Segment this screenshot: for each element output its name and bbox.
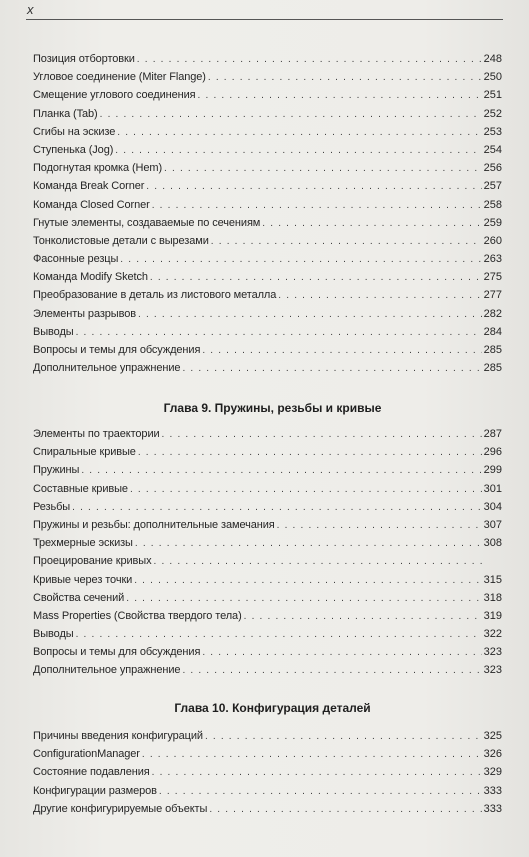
toc-entry-title: Смещение углового соединения — [33, 89, 196, 102]
dot-leader — [134, 572, 481, 590]
toc-entry-title: Выводы — [33, 325, 74, 338]
toc-entry — [33, 68, 502, 86]
dot-leader — [138, 306, 482, 324]
dot-leader — [152, 764, 482, 782]
dot-leader — [100, 106, 482, 124]
dot-leader — [205, 728, 482, 746]
dot-leader — [81, 462, 481, 480]
toc-entry-page: 285 — [483, 362, 502, 375]
toc-entry-title: Конфигурации размеров — [33, 784, 157, 797]
toc-entry — [33, 214, 502, 232]
toc-entry — [33, 123, 502, 141]
dot-leader — [182, 662, 481, 680]
toc-entry-title: Выводы — [33, 628, 74, 641]
toc-entry-page: 257 — [483, 180, 502, 193]
toc-entry — [33, 607, 502, 625]
toc-entry — [33, 341, 502, 359]
toc-entry-page: 307 — [483, 518, 502, 531]
dot-leader — [182, 360, 481, 378]
toc-entry-page: 259 — [483, 216, 502, 229]
dot-leader — [76, 626, 482, 644]
toc-entry-page: 308 — [483, 537, 502, 550]
toc-entry-page: 251 — [483, 89, 502, 102]
toc-entry-page: 275 — [483, 271, 502, 284]
toc-entry-page: 323 — [483, 664, 502, 677]
toc-entry — [33, 443, 502, 461]
toc-entry-title: Другие конфигурируемые объекты — [33, 802, 208, 815]
dot-leader — [244, 608, 482, 626]
toc-entry-title: Тонколистовые детали с вырезами — [33, 234, 209, 247]
toc-section-chapter-9 — [33, 425, 502, 680]
dot-leader — [137, 51, 482, 69]
dot-leader — [209, 801, 481, 819]
toc-section-continued — [33, 50, 502, 377]
toc-entry-title: Проецирование кривых — [33, 555, 152, 568]
dot-leader — [159, 783, 482, 801]
toc-entry-title: Вопросы и темы для обсуждения — [33, 646, 201, 659]
dot-leader — [150, 269, 482, 287]
toc-entry — [33, 589, 502, 607]
dot-leader — [142, 746, 482, 764]
toc-entry-page: 248 — [483, 53, 502, 65]
toc-entry-title: Пружины — [33, 464, 80, 477]
toc-entry — [33, 661, 502, 679]
toc-entry-title: Дополнительное упражнение — [33, 664, 181, 677]
toc-entry-title: Команда Break Corner — [33, 180, 145, 193]
toc-entry — [33, 534, 502, 552]
toc-entry-title: Кривые через точки — [33, 573, 133, 586]
toc-entry — [33, 86, 502, 104]
toc-entry-title: Mass Properties (Свойства твердого тела) — [33, 609, 242, 622]
toc-entry-page: 253 — [483, 125, 502, 138]
toc-entry-title: Позиция отбортовки — [33, 53, 135, 65]
toc-entry-title: Причины введения конфигураций — [33, 730, 203, 742]
toc-entry — [33, 305, 502, 323]
toc-entry — [33, 782, 502, 800]
toc-entry-page: 315 — [483, 573, 502, 586]
toc-entry-page: 260 — [483, 234, 502, 247]
toc-entry — [33, 480, 502, 498]
toc-entry-page: 258 — [483, 198, 502, 211]
toc-entry-page: 326 — [483, 748, 502, 761]
toc-entry-title: Резьбы — [33, 500, 71, 513]
toc-entry-title: Планка (Tab) — [33, 107, 98, 120]
toc-entry — [33, 50, 502, 68]
toc-entry — [33, 286, 502, 304]
toc-entry — [33, 763, 502, 781]
toc-entry — [33, 196, 502, 214]
toc-entry-page: 256 — [483, 162, 502, 175]
toc-entry-title: Спиральные кривые — [33, 446, 136, 459]
toc-entry-title: Фасонные резцы — [33, 253, 119, 266]
toc-entry-title: Дополнительное упражнение — [33, 362, 181, 375]
dot-leader — [138, 444, 482, 462]
toc-entry-page: 299 — [483, 464, 502, 477]
toc-entry-page: 322 — [483, 628, 502, 641]
dot-leader — [135, 535, 482, 553]
toc-entry — [33, 232, 502, 250]
toc-entry-page: 287 — [483, 428, 502, 440]
dot-leader — [115, 142, 481, 160]
toc-entry-page: 329 — [483, 766, 502, 779]
toc-entry-page: 252 — [483, 107, 502, 120]
toc-entry-page: 333 — [483, 802, 502, 815]
toc-entry — [33, 571, 502, 589]
toc-entry — [33, 141, 502, 159]
toc-entry — [33, 425, 502, 443]
dot-leader — [164, 160, 482, 178]
dot-leader — [211, 233, 482, 251]
dot-leader — [152, 197, 482, 215]
toc-entry — [33, 800, 502, 818]
dot-leader — [278, 287, 481, 305]
toc-entry-title: ConfigurationManager — [33, 748, 140, 761]
toc-entry-title: Команда Closed Corner — [33, 198, 150, 211]
dot-leader — [72, 499, 482, 517]
toc-entry — [33, 177, 502, 195]
toc-entry — [33, 105, 502, 123]
dot-leader — [76, 324, 482, 342]
toc-entry-title: Преобразование в деталь из листового металла — [33, 289, 277, 302]
toc-section-chapter-10 — [33, 727, 502, 818]
dot-leader — [120, 251, 481, 269]
toc-entry — [33, 498, 502, 516]
toc-entry-page: 304 — [483, 500, 502, 513]
dot-leader — [162, 426, 482, 444]
dot-leader — [130, 481, 482, 499]
toc-entry — [33, 625, 502, 643]
toc-entry — [33, 159, 502, 177]
toc-entry-title: Ступенька (Jog) — [33, 143, 114, 156]
toc-entry — [33, 250, 502, 268]
toc-entry-page: 250 — [483, 71, 502, 84]
toc-entry — [33, 745, 502, 763]
toc-entry-title: Угловое соединение (Miter Flange) — [33, 71, 206, 84]
toc-entry-title: Элементы по траектории — [33, 428, 160, 440]
toc-entry — [33, 461, 502, 479]
toc-entry-title: Вопросы и темы для обсуждения — [33, 344, 201, 356]
toc-entry-page: 325 — [483, 730, 502, 742]
dot-leader — [262, 215, 481, 233]
toc-entry-page: 333 — [483, 784, 502, 797]
toc-entry — [33, 268, 502, 286]
toc-entry-page: 301 — [483, 482, 502, 495]
toc-entry-page: 263 — [483, 253, 502, 266]
toc-entry-page: 277 — [483, 289, 502, 302]
toc-entry — [33, 552, 502, 570]
page-number-marker: x — [27, 2, 34, 17]
toc-entry — [33, 516, 502, 534]
dot-leader — [202, 342, 481, 360]
toc-entry-title: Состояние подавления — [33, 766, 150, 779]
toc-entry-title: Гнутые элементы, создаваемые по сечениям — [33, 216, 261, 229]
chapter-heading-10: Глава 10. Конфигурация деталей — [174, 701, 371, 715]
toc-entry-title: Трехмерные эскизы — [33, 537, 133, 550]
toc-entry — [33, 727, 502, 745]
toc-entry-title: Свойства сечений — [33, 591, 125, 604]
dot-leader — [126, 590, 481, 608]
dot-leader — [277, 517, 482, 535]
dot-leader — [117, 124, 481, 142]
toc-entry-page: 323 — [483, 646, 502, 659]
toc-entry-page: 318 — [483, 591, 502, 604]
toc-entry-page: 282 — [483, 307, 502, 320]
dot-leader — [208, 69, 482, 87]
toc-entry — [33, 359, 502, 377]
toc-entry-page: 254 — [483, 143, 502, 156]
toc-entry-title: Составные кривые — [33, 482, 128, 495]
toc-entry — [33, 643, 502, 661]
toc-entry-title: Элементы разрывов — [33, 307, 136, 320]
dot-leader — [146, 178, 481, 196]
header-rule — [26, 19, 503, 20]
dot-leader — [154, 553, 483, 571]
toc-entry-page: 284 — [483, 325, 502, 338]
toc-entry-page: 296 — [483, 446, 502, 459]
toc-entry — [33, 323, 502, 341]
toc-entry-title: Сгибы на эскизе — [33, 125, 116, 138]
dot-leader — [198, 87, 482, 105]
chapter-heading-9: Глава 9. Пружины, резьбы и кривые — [163, 401, 382, 415]
toc-entry-title: Пружины и резьбы: дополнительные замечания — [33, 518, 275, 531]
toc-entry-title: Команда Modify Sketch — [33, 271, 148, 284]
dot-leader — [202, 644, 481, 662]
toc-entry-page: 319 — [483, 609, 502, 622]
toc-entry-title: Подогнутая кромка (Hem) — [33, 162, 163, 175]
toc-entry-page: 285 — [483, 344, 502, 356]
